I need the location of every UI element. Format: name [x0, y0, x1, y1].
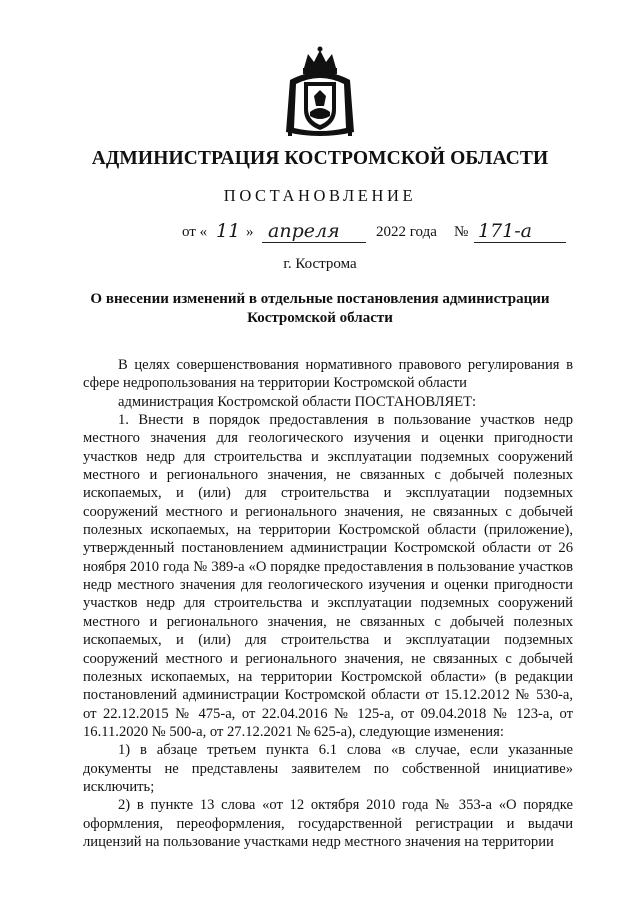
date-number-line	[182, 218, 582, 248]
date-mid: »	[246, 224, 254, 240]
document-type: ПОСТАНОВЛЕНИЕ	[223, 186, 417, 205]
handwritten-day: 11	[216, 220, 241, 242]
subclause-1-paragraph: 1) в абзаце третьем пункта 6.1 слова «в случае, если указанные документы не представлены заявителем по собственной инициативе» исключить;	[83, 742, 573, 795]
document-body	[83, 356, 573, 851]
coat-of-arms-icon	[284, 46, 356, 140]
handwritten-month: апреля	[268, 220, 340, 242]
city-name: г. Кострома	[283, 256, 357, 272]
organization-name: АДМИНИСТРАЦИЯ КОСТРОМСКОЙ ОБЛАСТИ	[91, 148, 549, 169]
clause-1-paragraph: 1. Внести в порядок предоставления в пользование участков недр местного значения для геологического изучения и оценки пригодности участков недр для строительства и эксплуатации подземных сооружений местного и регионального значения, не связанных с добычей полезных ископаемых, и (или) для строительства и эксплуатации подземных сооружений местного и регионального значения, не связанных с добычей полезных ископаемых, на территории Костромской области (приложение), утвержденный постановлением администрации Костромской области от 26 ноября 2010 года № 389-а «О порядке предоставления в пользование участков недр местного значения для геологического изучения и оценки пригодности участков недр для строительства и эксплуатации подземных сооружений местного и регионального значения, не связанных с добычей полезных ископаемых, и (или) для строительства и эксплуатации подземных сооружений местного и регионального значения, не связанных с добычей полезных ископаемых, на территории Костромской области» (в редакции постановлений администрации Костромской области от 15.12.2012 № 530-а, от 22.12.2015 № 475-а, от 22.04.2016 № 125-а, от 09.04.2018 № 123-а, от 16.11.2020 № 500-а, от 27.12.2021 № 625-а), следующие изменения:	[83, 412, 573, 740]
number-label: №	[454, 224, 469, 240]
preamble-paragraph: В целях совершенствования нормативного правового регулирования в сфере недропользования на территории Костромской области	[83, 357, 573, 392]
number-underline	[474, 242, 566, 243]
document-subject: О внесении изменений в отдельные постановления администрации Костромской области	[90, 291, 550, 326]
month-underline	[262, 242, 366, 243]
handwritten-number: 171-а	[478, 220, 533, 242]
date-prefix: от «	[182, 224, 208, 240]
resolution-paragraph: администрация Костромской области ПОСТАНОВЛЯЕТ:	[118, 393, 477, 410]
year-text: 2022 года	[376, 224, 437, 240]
subclause-2-paragraph: 2) в пункте 13 слова «от 12 октября 2010 года № 353-а «О порядке оформления, переоформления, государственной регистрации и выдачи лицензий на пользование участками недр местного значения на территории	[83, 797, 573, 850]
